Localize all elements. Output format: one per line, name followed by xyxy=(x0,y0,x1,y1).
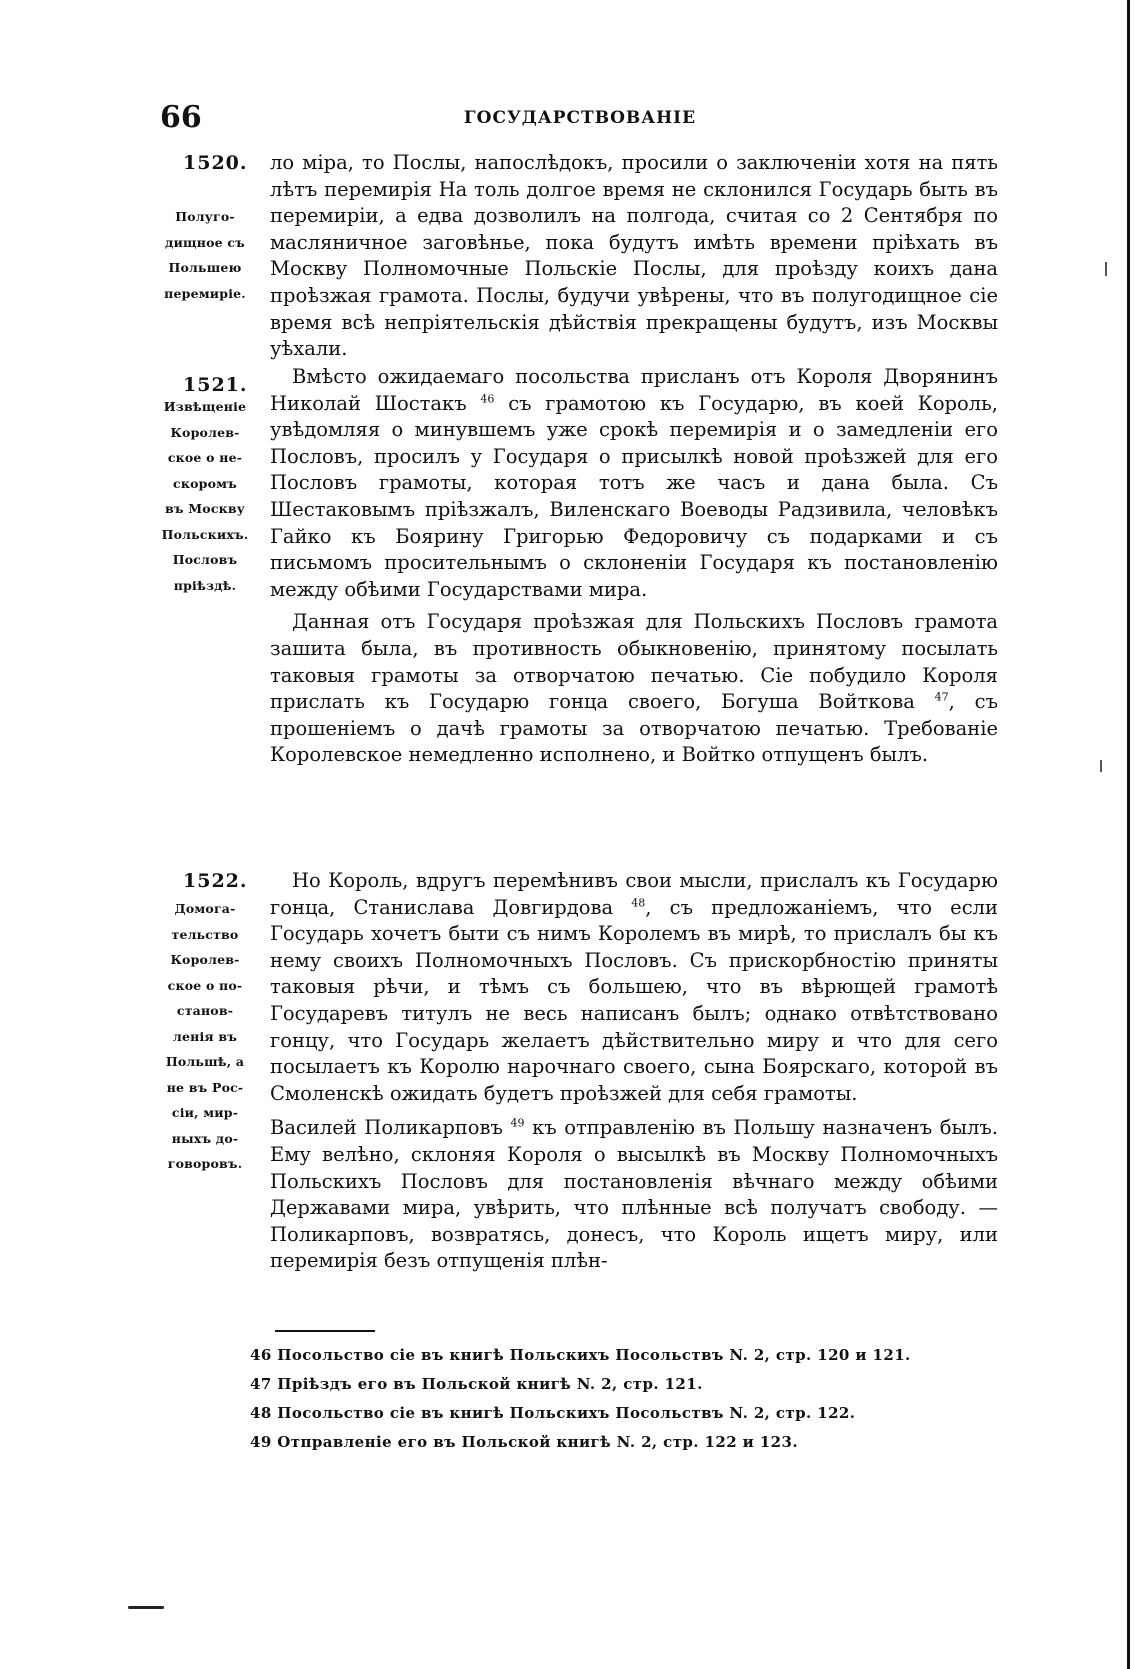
margin-mark xyxy=(1105,262,1107,276)
footnote: 48 Посольство сіе въ книгѣ Польскихъ Посольствъ N. 2, стр. 122. xyxy=(250,1404,856,1422)
margin-dash xyxy=(128,1606,164,1609)
page-number: 66 xyxy=(160,100,202,135)
side-note-line: Извѣщеніе xyxy=(163,399,247,414)
page-header xyxy=(160,100,1000,140)
side-note-line: ское о по- xyxy=(167,977,243,993)
side-note-line: станов- xyxy=(176,1003,234,1018)
side-note-line: Королев- xyxy=(170,952,240,967)
section-text xyxy=(270,868,998,1275)
paragraph: Но Король, вдругъ перемѣнивъ свои мысли, прислалъ къ Государю гонца, Станислава Довгирдова $^{48}$, съ предложаніемъ, что если Государь хочетъ быти съ нимъ Королемъ въ мирѣ, то прислалъ бы къ нему своихъ Полномочныхъ Пословъ. Съ прискорбностію приняты таковыя рѣчи, и тѣмъ съ большею, что въ вѣрющей грамотѣ Государевъ титулъ не весь написанъ былъ; однако отвѣтствовано гонцу, что Государь желаетъ дѣйствительно миру и что для сего посылаетъ къ Королю нарочнаго своего, сына Боярскаго, которой въ Смоленскѣ ожидать будетъ проѣзжей для себя грамоты. xyxy=(270,869,998,1105)
paragraph: ло міра, то Послы, напослѣдокъ, просили о заключеніи хотя на пять лѣтъ перемирія На толь долгое время не склонился Государь быть въ перемиріи, а едва дозволилъ на полгода, считая со 2 Сентября по масляничное заговѣнье, пока будутъ имѣть времени пріѣхать въ Москву Полномочные Польскіе Послы, для проѣзду коихъ дана проѣзжая грамота. Послы, будучи увѣрены, что въ полугодищное сіе время всѣ непріятельскія дѣйствія прекращены будутъ, изъ Москвы уѣхали. xyxy=(270,151,998,361)
side-note-line: дищное съ xyxy=(165,234,245,250)
side-note-line: говоровъ. xyxy=(167,1156,243,1171)
footnote: 49 Отправленіе его въ Польской книгѣ N. 2, стр. 122 и 123. xyxy=(250,1433,798,1451)
side-note xyxy=(150,204,260,306)
margin-mark xyxy=(1100,760,1102,772)
side-note xyxy=(150,896,260,1177)
footnote-ref: 49 xyxy=(510,1116,525,1130)
year-label: 1522. xyxy=(183,870,248,892)
year-label: 1521. xyxy=(183,374,248,396)
footnote-ref: 46 xyxy=(480,392,495,406)
section-text xyxy=(270,150,998,363)
side-note-line: ское о не- xyxy=(167,450,243,465)
side-note-line: Полуго- xyxy=(175,209,235,224)
footnote-rule xyxy=(275,1330,375,1332)
side-note-line: скоромъ xyxy=(173,475,237,491)
side-note-line: сіи, мир- xyxy=(171,1105,239,1120)
year-label: 1520. xyxy=(183,152,248,174)
side-note-line: Домога- xyxy=(174,901,236,916)
side-note-line: Польшѣ, а xyxy=(165,1054,245,1069)
paragraph: Данная отъ Государя проѣзжая для Польскихъ Пословъ грамота зашита была, въ противность обыкновенію, принятому посылать таковыя грамоты за отворчатою печатью. Сіе побудило Короля прислать къ Государю гонца своего, Богуша Войткова $^{47}$, съ прошеніемъ о дачѣ грамоты за отворчатою печатью. Требованіе Королевское немедленно исполнено, и Войтко отпущенъ былъ. xyxy=(270,610,998,767)
paragraph: Вмѣсто ожидаемаго посольства присланъ отъ Короля Дворянинъ Николай Шостакъ $^{46}$ съ грамотою къ Государю, въ коей Король, увѣдомляя о минувшемъ уже срокѣ перемирія и о замедленіи его Пословъ, просилъ у Государя о присылкѣ новой проѣзжей для его Пословъ грамоты, которая тотъ же часъ и дана была. Съ Шестаковымъ пріѣзжалъ, Виленскаго Воеводы Радзивила, человѣкъ Гайко къ Боярину Григорью Федоровичу съ подарками и съ письмомъ просительнымъ о склоненіи Государя къ постановленію между обѣими Государствами мира. xyxy=(270,365,998,601)
side-note-line: Польшею xyxy=(168,260,242,275)
paragraph: Василей Поликарповъ $^{49}$ къ отправленію въ Польшу назначенъ былъ. Ему велѣно, склоняя Короля о высылкѣ въ Москву Полномочныхъ Польскихъ Пословъ для постановленія вѣчнаго между обѣими Державами мира, увѣрить, что плѣнные всѣ получатъ свободу. — Поликарповъ, возвратясь, донесъ, что Король ищетъ миру, или перемирія безъ отпущенія плѣн- xyxy=(270,1116,998,1273)
side-note-line: ленія въ xyxy=(172,1028,238,1044)
side-note-line: тельство xyxy=(171,926,239,942)
page-edge-line xyxy=(1127,0,1130,1669)
running-head: ГОСУДАРСТВОВАНІЕ xyxy=(463,108,697,128)
footnote: 47 Пріѣздъ его въ Польской книгѣ N. 2, стр. 121. xyxy=(250,1375,703,1393)
side-note-line: не въ Рос- xyxy=(166,1079,244,1095)
footnote-ref: 47 xyxy=(934,690,949,704)
side-note-line: Пословъ xyxy=(172,552,238,567)
side-note-line: въ Москву xyxy=(165,501,245,516)
footnote: 46 Посольство сіе въ книгѣ Польскихъ Посольствъ N. 2, стр. 120 и 121. xyxy=(250,1346,911,1364)
footnote-ref: 48 xyxy=(631,896,646,910)
side-note-line: Польскихъ. xyxy=(161,526,249,542)
side-note-line: Королев- xyxy=(170,424,240,440)
side-note-line: ныхъ до- xyxy=(171,1130,239,1146)
side-note xyxy=(150,394,260,598)
side-note-line: пріѣздѣ. xyxy=(173,577,237,593)
section-text xyxy=(270,364,998,769)
side-note-line: перемиріе. xyxy=(164,285,246,301)
